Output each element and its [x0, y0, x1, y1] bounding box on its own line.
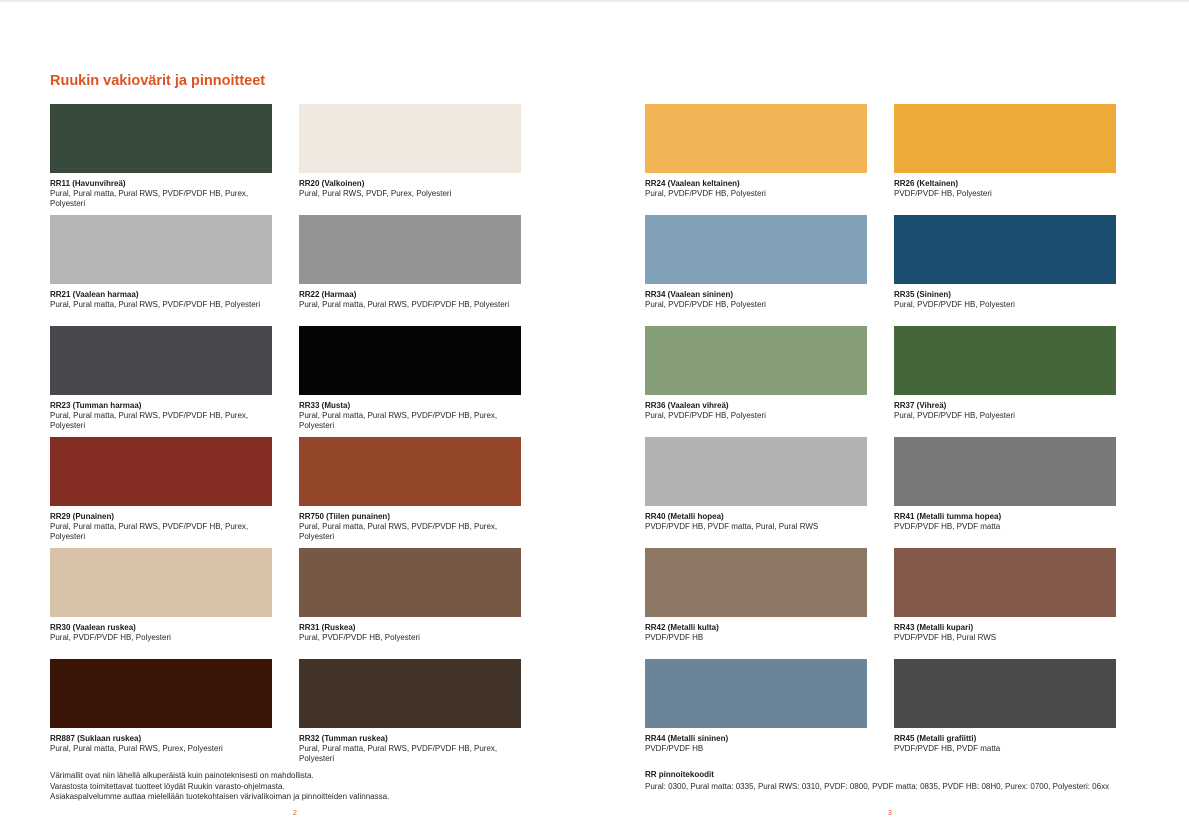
color-swatch-card — [645, 437, 867, 532]
color-swatch — [299, 548, 521, 617]
color-swatch-card — [894, 548, 1116, 643]
color-finishes: Pural, Pural matta, Pural RWS, PVDF/PVDF HB, Polyesteri — [299, 300, 510, 309]
color-swatch-card — [645, 548, 867, 643]
color-swatch-card — [645, 326, 867, 421]
color-name: RR32 (Tumman ruskea) — [299, 734, 388, 743]
color-finishes: Pural, Pural matta, Pural RWS, PVDF/PVDF HB, Polyesteri — [50, 300, 261, 309]
color-swatch — [50, 437, 272, 506]
color-swatch — [894, 104, 1116, 173]
footnote-line: Värimallit ovat niin lähellä alkuperäistä kuin painoteknisesti on mahdollista. — [50, 771, 314, 780]
color-swatch — [645, 437, 867, 506]
page-number-right: 3 — [888, 810, 892, 817]
color-swatch-card — [50, 437, 272, 542]
color-swatch-card — [894, 215, 1116, 310]
page-number-left: 2 — [293, 810, 297, 817]
color-swatch-card — [50, 326, 272, 431]
color-swatch-card — [299, 326, 521, 431]
color-swatch — [894, 548, 1116, 617]
color-finishes: PVDF/PVDF HB — [645, 744, 704, 753]
color-finishes: PVDF/PVDF HB, PVDF matta, Pural, Pural RWS — [645, 522, 819, 531]
color-name: RR33 (Musta) — [299, 401, 351, 410]
color-name: RR23 (Tumman harmaa) — [50, 401, 142, 410]
color-swatch-card — [50, 548, 272, 643]
color-name: RR21 (Vaalean harmaa) — [50, 290, 139, 299]
color-swatch-card — [645, 104, 867, 199]
color-swatch-card — [299, 659, 521, 764]
color-name: RR24 (Vaalean keltainen) — [645, 179, 740, 188]
coating-codes-title: RR pinnoitekoodit — [645, 770, 714, 779]
color-swatch — [894, 659, 1116, 728]
color-name: RR29 (Punainen) — [50, 512, 115, 521]
color-swatch-card — [645, 659, 867, 754]
footnote — [50, 771, 389, 803]
color-swatch-card — [894, 104, 1116, 199]
color-swatch — [299, 104, 521, 173]
color-finishes: Pural, Pural matta, Pural RWS, PVDF/PVDF HB, Purex, Polyesteri — [50, 411, 249, 430]
color-swatch — [894, 326, 1116, 395]
color-finishes: Pural, PVDF/PVDF HB, Polyesteri — [645, 411, 766, 420]
color-finishes: Pural, Pural matta, Pural RWS, PVDF/PVDF HB, Purex, Polyesteri — [50, 522, 249, 541]
color-name: RR40 (Metalli hopea) — [645, 512, 724, 521]
color-swatch — [645, 104, 867, 173]
color-swatch — [645, 659, 867, 728]
color-swatch — [894, 215, 1116, 284]
color-name: RR30 (Vaalean ruskea) — [50, 623, 136, 632]
color-name: RR43 (Metalli kupari) — [894, 623, 974, 632]
color-finishes: Pural, PVDF/PVDF HB, Polyesteri — [645, 189, 766, 198]
color-swatch-card — [50, 104, 272, 209]
color-finishes: Pural, PVDF/PVDF HB, Polyesteri — [299, 633, 420, 642]
color-finishes: PVDF/PVDF HB — [645, 633, 704, 642]
color-swatch — [50, 104, 272, 173]
color-finishes: Pural, PVDF/PVDF HB, Polyesteri — [894, 411, 1015, 420]
color-swatch — [50, 326, 272, 395]
color-swatch — [299, 326, 521, 395]
color-finishes: PVDF/PVDF HB, Polyesteri — [894, 189, 992, 198]
color-finishes: Pural, PVDF/PVDF HB, Polyesteri — [894, 300, 1015, 309]
color-swatch — [50, 215, 272, 284]
color-name: RR34 (Vaalean sininen) — [645, 290, 734, 299]
color-swatch-card — [299, 548, 521, 643]
color-swatch — [645, 548, 867, 617]
color-name: RR11 (Havunvihreä) — [50, 179, 126, 188]
color-swatch — [299, 437, 521, 506]
color-swatch — [50, 659, 272, 728]
page-title: Ruukin vakiovärit ja pinnoitteet — [50, 73, 266, 89]
color-finishes: Pural, Pural matta, Pural RWS, PVDF/PVDF HB, Purex, Polyesteri — [299, 411, 498, 430]
color-name: RR36 (Vaalean vihreä) — [645, 401, 729, 410]
color-finishes: Pural, PVDF/PVDF HB, Polyesteri — [50, 633, 171, 642]
color-finishes: Pural, Pural matta, Pural RWS, PVDF/PVDF HB, Purex, Polyesteri — [299, 744, 498, 763]
color-swatch — [299, 659, 521, 728]
color-swatch-card — [894, 659, 1116, 754]
color-swatch-card — [50, 659, 272, 754]
color-finishes: Pural, Pural matta, Pural RWS, Purex, Polyesteri — [50, 744, 223, 753]
color-finishes: Pural, Pural RWS, PVDF, Purex, Polyesteri — [299, 189, 452, 198]
top-divider — [0, 0, 1189, 2]
coating-codes — [645, 769, 1109, 793]
color-swatch — [645, 215, 867, 284]
color-swatch — [299, 215, 521, 284]
color-name: RR887 (Suklaan ruskea) — [50, 734, 142, 743]
color-finishes: Pural, PVDF/PVDF HB, Polyesteri — [645, 300, 766, 309]
color-name: RR31 (Ruskea) — [299, 623, 356, 632]
color-swatch-card — [894, 326, 1116, 421]
color-name: RR44 (Metalli sininen) — [645, 734, 729, 743]
color-swatch-card — [299, 215, 521, 310]
color-name: RR41 (Metalli tumma hopea) — [894, 512, 1002, 521]
color-name: RR26 (Keltainen) — [894, 179, 959, 188]
footnote-line: Varastosta toimitettavat tuotteet löydät Ruukin varasto-ohjelmasta. — [50, 781, 285, 791]
footnote-line: Asiakaspalvelumme auttaa mielellään tuotekohtaisen värivalikoiman ja pinnoitteiden valinnassa. — [50, 792, 390, 801]
color-name: RR37 (Vihreä) — [894, 401, 947, 410]
color-swatch-card — [645, 215, 867, 310]
color-finishes: Pural, Pural matta, Pural RWS, PVDF/PVDF HB, Purex, Polyesteri — [299, 522, 498, 541]
color-swatch — [645, 326, 867, 395]
color-name: RR20 (Valkoinen) — [299, 179, 365, 188]
color-swatch — [894, 437, 1116, 506]
color-name: RR750 (Tiilen punainen) — [299, 512, 390, 521]
color-swatch-card — [299, 437, 521, 542]
color-swatch-card — [50, 215, 272, 310]
coating-codes-text: Pural: 0300, Pural matta: 0335, Pural RWS: 0310, PVDF: 0800, PVDF matta: 0835, PVDF HB: 08H0, Purex: 0700, Polyesteri: 06xx — [645, 782, 1110, 791]
color-name: RR22 (Harmaa) — [299, 290, 357, 299]
color-finishes: PVDF/PVDF HB, PVDF matta — [894, 522, 1001, 531]
color-finishes: PVDF/PVDF HB, Pural RWS — [894, 633, 997, 642]
color-finishes: PVDF/PVDF HB, PVDF matta — [894, 744, 1001, 753]
color-name: RR42 (Metalli kulta) — [645, 623, 719, 632]
color-name: RR35 (Sininen) — [894, 290, 951, 299]
color-swatch-card — [299, 104, 521, 199]
color-swatch-card — [894, 437, 1116, 532]
color-swatch — [50, 548, 272, 617]
color-finishes: Pural, Pural matta, Pural RWS, PVDF/PVDF HB, Purex, Polyesteri — [50, 189, 249, 208]
color-name: RR45 (Metalli grafiitti) — [894, 734, 977, 743]
